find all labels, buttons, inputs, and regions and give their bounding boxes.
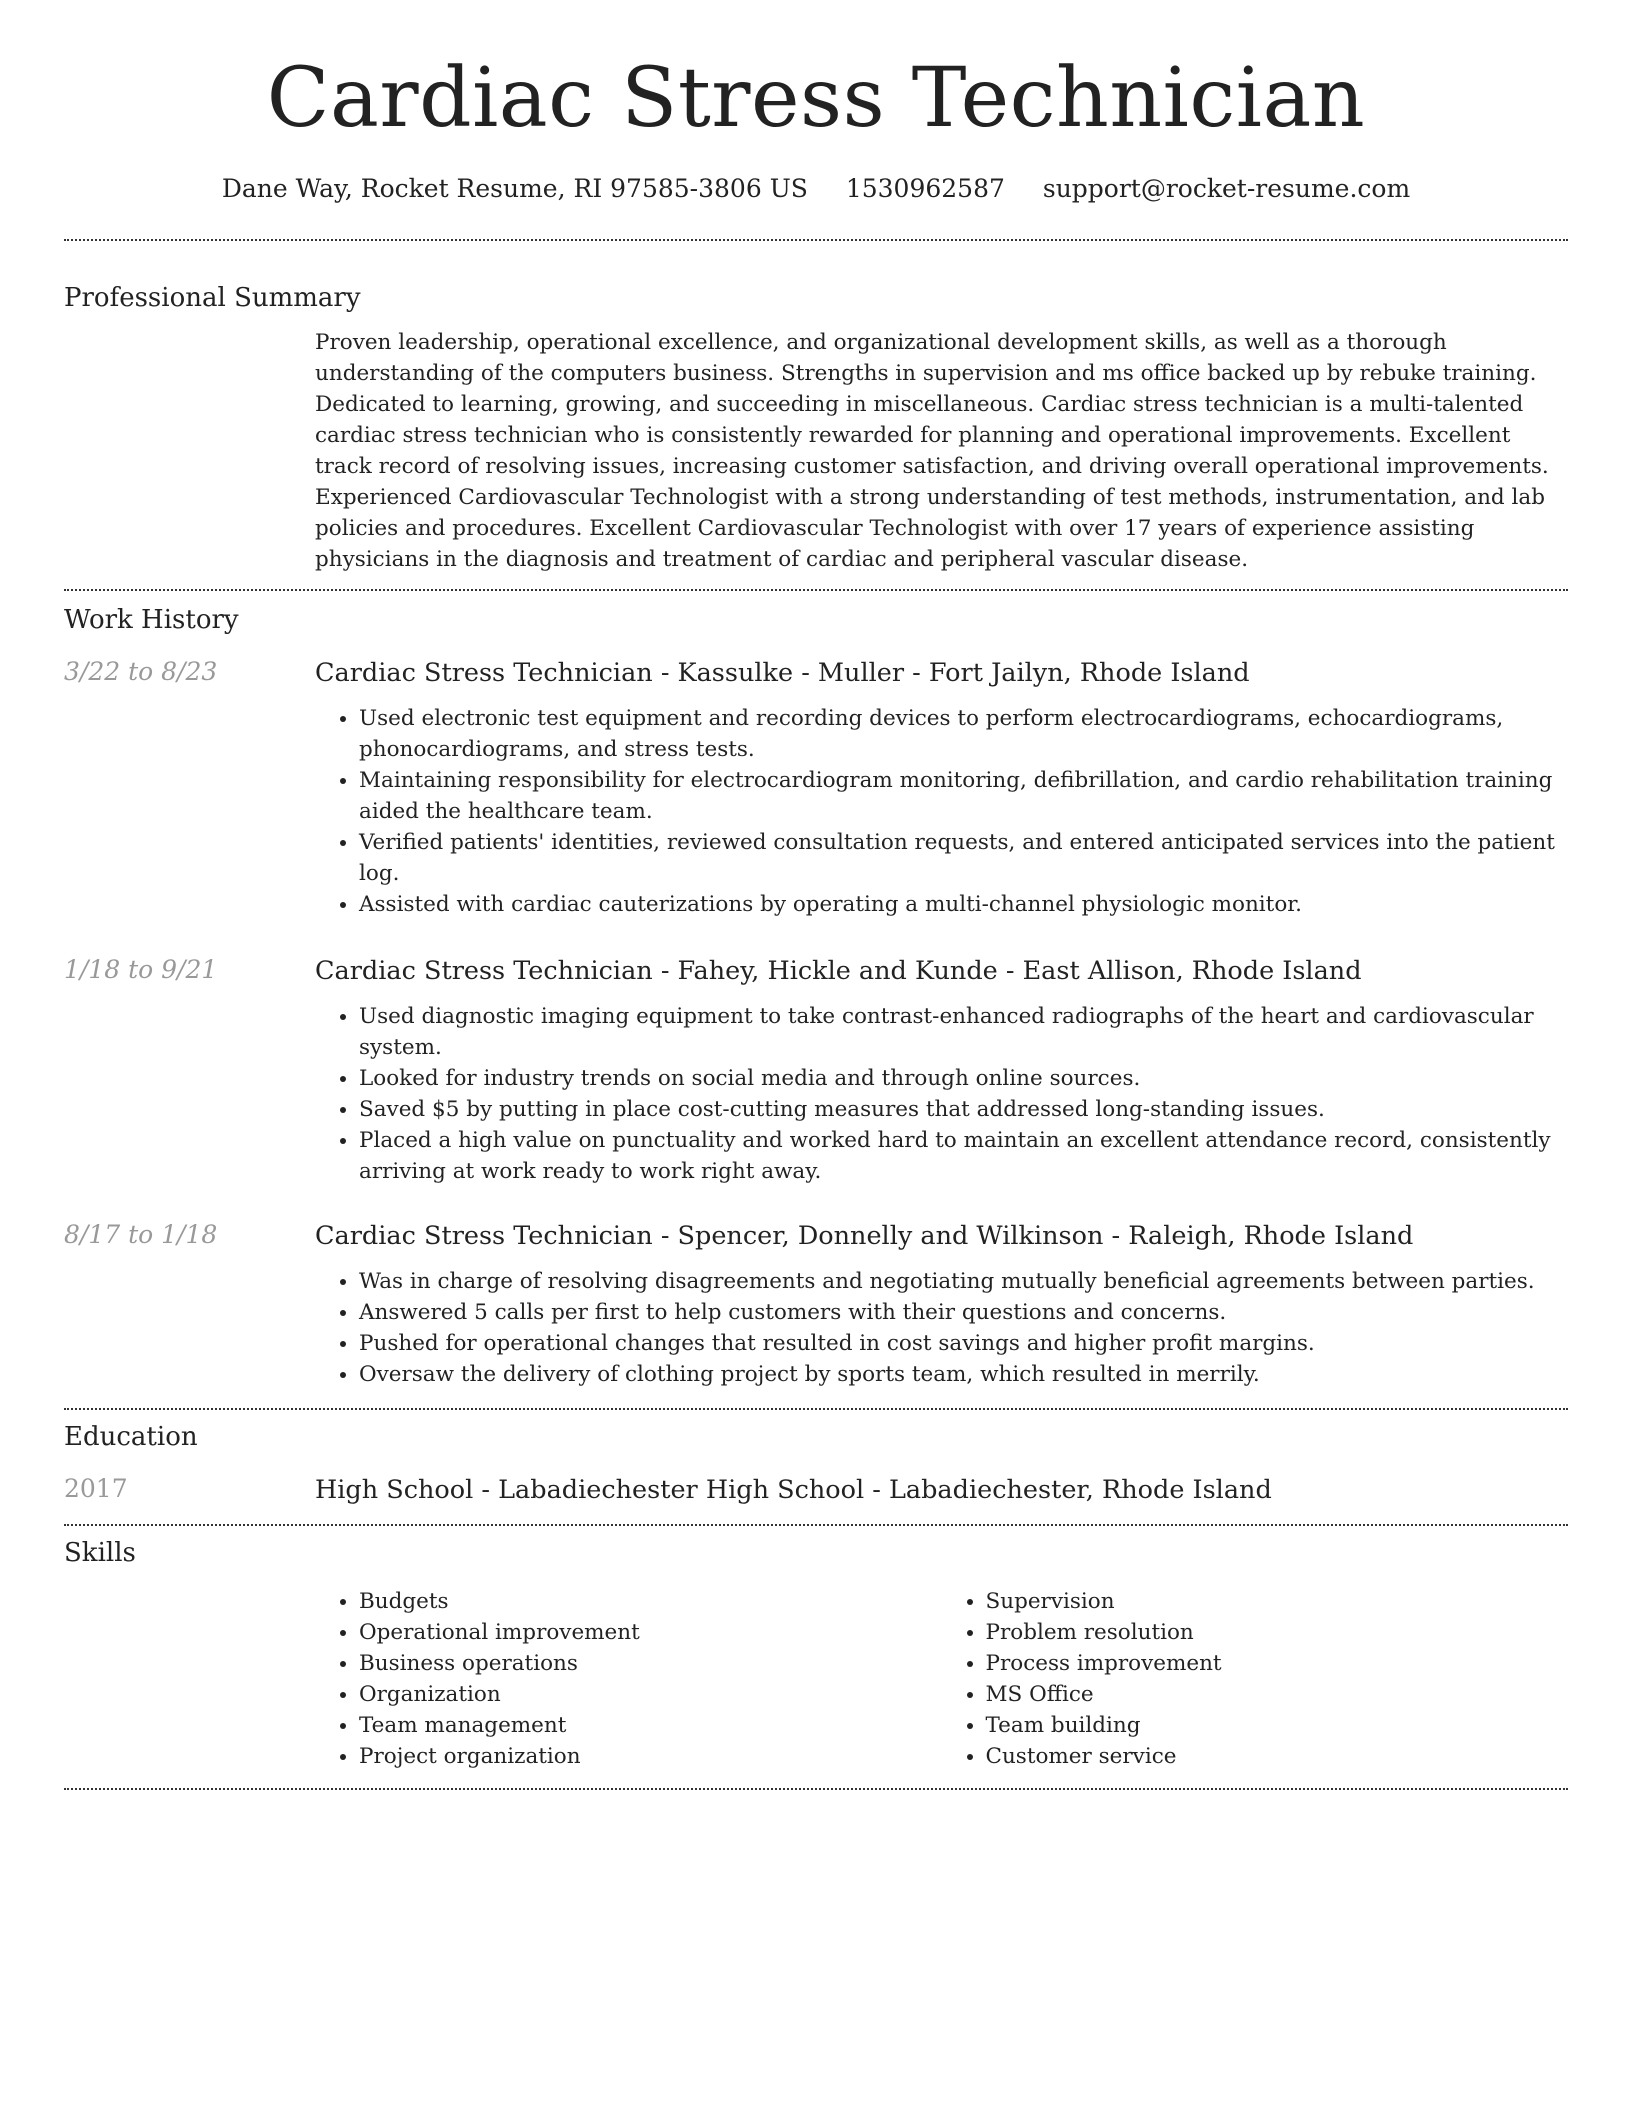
skill-item: • Process improvement [986, 1648, 1569, 1679]
job-dates: 3/22 to 8/23 [64, 657, 218, 686]
skill-item: • Team building [986, 1710, 1569, 1741]
education-heading [315, 1474, 1568, 1506]
job-entry [64, 955, 1568, 1187]
skill-item: • Budgets [359, 1586, 942, 1617]
job-entry [64, 657, 1568, 920]
list-item: • Used diagnostic imaging equipment to take contrast-enhanced radiographs of the heart and cardiovascular system. [359, 1001, 1568, 1063]
section-title-work: Work History [64, 605, 239, 635]
education-details: - Labadiechester High School - Labadiechester, Rhode Island [473, 1475, 1272, 1505]
skill-item: • Organization [359, 1679, 942, 1710]
list-item: • Assisted with cardiac cauterizations by operating a multi-channel physiologic monitor. [359, 889, 1568, 920]
education-entry [64, 1474, 1568, 1506]
skill-item: • Supervision [986, 1586, 1569, 1617]
job-details: - Spencer, Donnelly and Wilkinson - Raleigh, Rhode Island [652, 1221, 1414, 1251]
list-item: • Was in charge of resolving disagreements and negotiating mutually beneficial agreements between parties. [359, 1266, 1568, 1297]
job-role: Cardiac Stress Technician [315, 956, 653, 986]
list-item: • Pushed for operational changes that resulted in cost savings and higher profit margins. [359, 1328, 1568, 1359]
skill-item: • Operational improvement [359, 1617, 942, 1648]
divider [64, 1408, 1568, 1410]
job-details: - Fahey, Hickle and Kunde - East Allison, Rhode Island [652, 956, 1362, 986]
list-item: • Used electronic test equipment and recording devices to perform electrocardiograms, echocardiograms, phonocardiograms, and stress tests. [359, 703, 1568, 765]
job-bullets [315, 1266, 1568, 1390]
section-title-skills: Skills [64, 1538, 136, 1568]
job-dates: 1/18 to 9/21 [64, 955, 218, 984]
skill-item: • Team management [359, 1710, 942, 1741]
divider [64, 1524, 1568, 1526]
job-heading [315, 955, 1568, 987]
skill-item: • Business operations [359, 1648, 942, 1679]
skill-item: • MS Office [986, 1679, 1569, 1710]
contact-phone: 1530962587 [845, 174, 1005, 203]
job-role: Cardiac Stress Technician [315, 658, 653, 688]
resume-name: Cardiac Stress Technician [266, 51, 1366, 146]
divider [64, 239, 1568, 241]
list-item: • Maintaining responsibility for electrocardiogram monitoring, defibrillation, and cardio rehabilitation training aided the healthcare team. [359, 765, 1568, 827]
job-details: - Kassulke - Muller - Fort Jailyn, Rhode Island [652, 658, 1250, 688]
education-degree: High School [315, 1475, 474, 1505]
list-item: • Verified patients' identities, reviewed consultation requests, and entered anticipated services into the patient log. [359, 827, 1568, 889]
summary-text: Proven leadership, operational excellence, and organizational development skills, as well as a thorough understanding of the computers business. Strengths in supervision and ms office backed up by rebuke training. Dedicated to learning, growing, and succeeding in miscellaneous. Cardiac stress technician is a multi-talented cardiac stress technician who is consistently rewarded for planning and operational improvements. Excellent track record of resolving issues, increasing customer satisfaction, and driving overall operational improvements. Experienced Cardiovascular Technologist with a strong understanding of test methods, instrumentation, and lab policies and procedures. Excellent Cardiovascular Technologist with over 17 years of experience assisting physicians in the diagnosis and treatment of cardiac and peripheral vascular disease. [315, 330, 1549, 572]
list-item: • Answered 5 calls per first to help customers with their questions and concerns. [359, 1297, 1568, 1328]
job-heading [315, 1220, 1568, 1252]
divider [64, 589, 1568, 591]
list-item: • Looked for industry trends on social media and through online sources. [359, 1063, 1568, 1094]
job-bullets [315, 703, 1568, 920]
divider [64, 1788, 1568, 1790]
job-entry [64, 1220, 1568, 1390]
skills-list-left [315, 1586, 942, 1772]
job-dates: 8/17 to 1/18 [64, 1220, 218, 1249]
skills-list-right [942, 1586, 1569, 1772]
contact-line [64, 174, 1568, 203]
skill-item: • Customer service [986, 1741, 1569, 1772]
skill-item: • Project organization [359, 1741, 942, 1772]
section-title-summary: Professional Summary [64, 283, 361, 313]
contact-email: support@rocket-resume.com [1042, 174, 1411, 203]
summary-row [64, 327, 1568, 575]
job-heading [315, 657, 1568, 689]
list-item: • Saved $5 by putting in place cost-cutting measures that addressed long-standing issues. [359, 1094, 1568, 1125]
skills-row [64, 1586, 1568, 1772]
education-year: 2017 [64, 1474, 128, 1503]
contact-address: Dane Way, Rocket Resume, RI 97585-3806 US [221, 174, 808, 203]
skill-item: • Problem resolution [986, 1617, 1569, 1648]
list-item: • Placed a high value on punctuality and worked hard to maintain an excellent attendance record, consistently arriving at work ready to work right away. [359, 1125, 1568, 1187]
section-title-education: Education [64, 1422, 198, 1452]
list-item: • Oversaw the delivery of clothing project by sports team, which resulted in merrily. [359, 1359, 1568, 1390]
job-bullets [315, 1001, 1568, 1187]
job-role: Cardiac Stress Technician [315, 1221, 653, 1251]
